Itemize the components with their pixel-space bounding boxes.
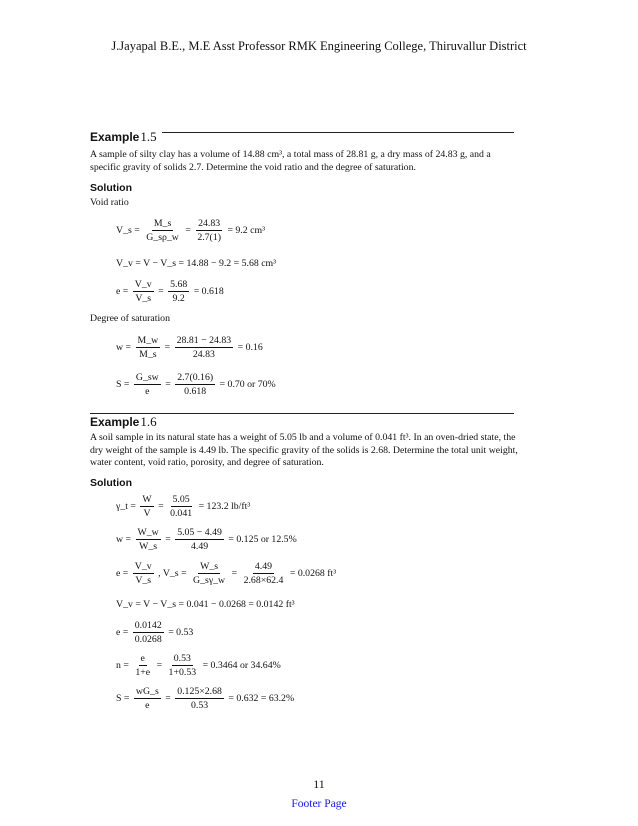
equation-water-content: w = $\frac{W\_w}{W\_s}$ = $\frac{5.05 - 4.49}{4.49}$ = 0.125 or 12.5% xyxy=(116,527,297,552)
example-1-5-problem: A sample of silty clay has a volume of 14.88 cm³, a total mass of 28.81 g, a dry mass of 24.83 g, and a specific gravity of solids 2.7. Determine the void ratio and the degree of saturation. xyxy=(90,149,491,173)
example-number: 1.5 xyxy=(140,129,157,144)
equation-void-ratio: e = $\frac{0.0142}{0.0268}$ = 0.53 xyxy=(116,620,194,645)
equation-void-ratio-vs: e = $\frac{V\_v}{V\_s}$ , V_s = $\frac{W\_s}{G\_s\gamma\_w}$ = $\frac{4.49}{2.68\times 62.4}$ = 0.0268 ft³ xyxy=(116,561,337,586)
equation-saturation: S = $\frac{wG\_s}{e}$ = $\frac{0.125\times 2.68}{0.53}$ = 0.632 = 63.2% xyxy=(116,686,295,711)
example-1-6-heading xyxy=(90,414,514,430)
example-1-6-problem: A soil sample in its natural state has a weight of 5.05 lb and a volume of 0.041 ft³. In an oven-dried state, the dry weight of the sample is 4.49 lb. The specific gravity of the solids is 2.68. Determine the total unit weight, water content, void ratio, porosity, and degree of saturation. xyxy=(90,432,518,468)
heading-rule xyxy=(162,132,514,133)
equation-saturation: S = $\frac{G\_sw}{e}$ = $\frac{2.7(0.16)}{0.618}$ = 0.70 or 70% xyxy=(116,372,276,397)
example-number: 1.6 xyxy=(140,414,157,429)
example-1-5-heading xyxy=(90,129,514,145)
subheading-void-ratio: Void ratio xyxy=(90,197,129,208)
subheading-degree-saturation: Degree of saturation xyxy=(90,313,170,324)
equation-vs: V_s = $\frac{M\_s}{G\_s\rho\_w}$ = $\frac{24.83}{2.7(1)}$ = 9.2 cm³ xyxy=(116,218,266,243)
equation-vv: V_v = V − V_s = 0.041 − 0.0268 = 0.0142 ft³ xyxy=(116,599,295,610)
page-footer: Footer Page xyxy=(291,798,347,810)
example-label: Example1.6 xyxy=(90,414,157,429)
solution-heading: Solution xyxy=(90,182,132,194)
page-number: 11 xyxy=(313,777,325,791)
equation-porosity: n = $\frac{e}{1+e}$ = $\frac{0.53}{1+0.53}$ = 0.3464 or 34.64% xyxy=(116,653,281,678)
equation-vv: V_v = V − V_s = 14.88 − 9.2 = 5.68 cm³ xyxy=(116,258,277,269)
equation-void-ratio: e = $\frac{V\_v}{V\_s}$ = $\frac{5.68}{9.2}$ = 0.618 xyxy=(116,279,224,304)
equation-water-content: w = $\frac{M\_w}{M\_s}$ = $\frac{28.81 - 24.83}{24.83}$ = 0.16 xyxy=(116,335,263,360)
solution-heading: Solution xyxy=(90,477,132,489)
page-header: J.Jayapal B.E., M.E Asst Professor RMK Engineering College, Thiruvallur District xyxy=(111,39,527,53)
example-label: Example1.5 xyxy=(90,129,157,144)
equation-unit-weight: γ_t = $\frac{W}{V}$ = $\frac{5.05}{0.041}$ = 123.2 lb/ft³ xyxy=(116,494,251,519)
